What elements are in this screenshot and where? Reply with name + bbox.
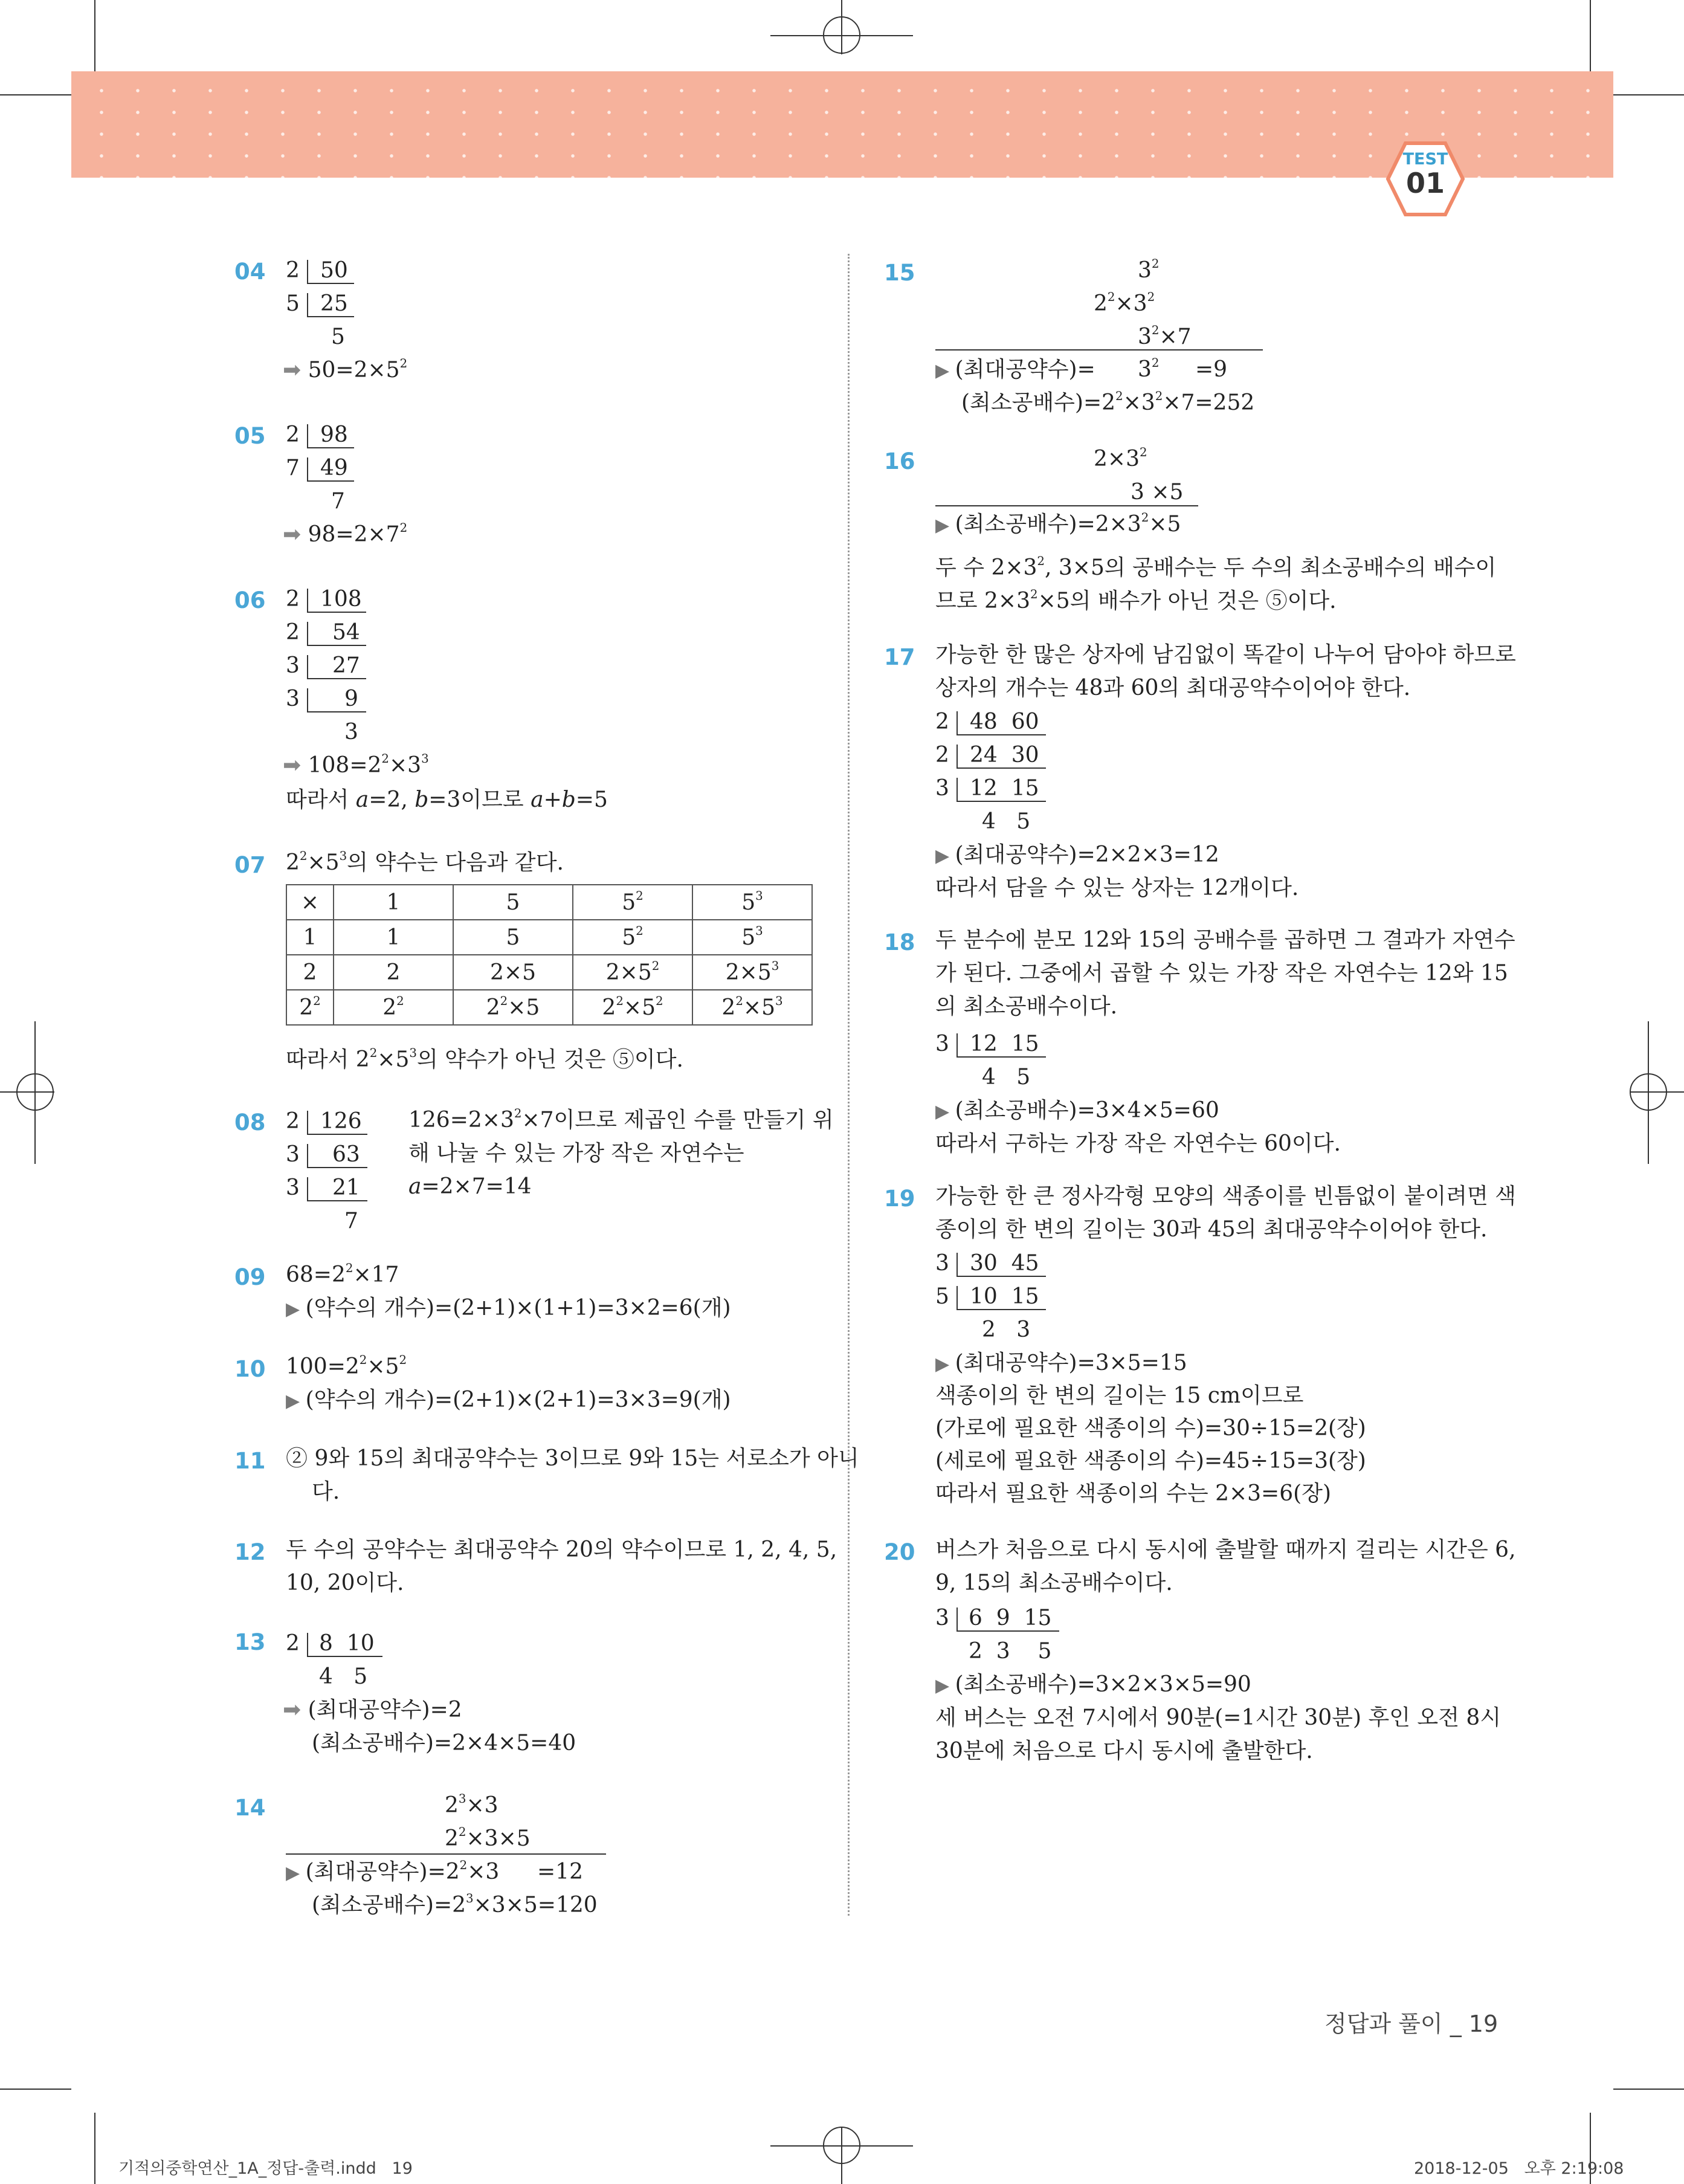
explanation-line: 다. (312, 1479, 340, 1504)
division-line (307, 480, 354, 482)
file-name: 기적의중학연산_1A_정답-출력.indd 19 (118, 2159, 413, 2178)
dividend: 98 (320, 422, 348, 447)
question-number: 06 (234, 587, 266, 613)
division-line (307, 316, 354, 317)
table-header-row (286, 885, 812, 920)
explanation-line: (최소공배수)=2×4×5=40 (312, 1731, 576, 1756)
divisor: 3 (286, 1175, 300, 1200)
divisor: 3 (935, 1032, 949, 1056)
explanation-line: 버스가 처음으로 다시 동시에 출발할 때까지 걸리는 시간은 6, (935, 1537, 1516, 1562)
division-bar (957, 1607, 958, 1632)
table-cell: $2\times 5^2$ (573, 955, 692, 990)
explanation-line: ▶ (최대공약수)$=2^2\times 3$ (286, 1858, 500, 1884)
factorization-result: ➡ $98=2\times 7^2$ (283, 521, 408, 547)
explanation-line: 따라서 필요한 색종이의 수는 2×3=6(장) (935, 1481, 1331, 1506)
explanation-line: 따라서 담을 수 있는 상자는 12개이다. (935, 876, 1299, 900)
explanation-line: 따라서 구하는 가장 작은 자연수는 60이다. (935, 1131, 1341, 1156)
table-cell: 1 (334, 885, 453, 920)
table-cell: 5 (453, 920, 573, 955)
registration-mark (16, 1073, 54, 1111)
explanation-line: 가 된다. 그중에서 곱할 수 있는 가장 작은 자연수는 12와 15 (935, 961, 1508, 986)
divisor: 2 (935, 743, 949, 767)
question-number: 13 (234, 1629, 266, 1655)
explanation-line: a=2×7=14 (408, 1174, 532, 1199)
table-cell: 2 (286, 955, 334, 990)
dividend: 12 15 (970, 1032, 1039, 1056)
factor-row: $3^2$ (1138, 257, 1160, 283)
explanation-line: =9 (1195, 357, 1228, 382)
division-bar (307, 622, 308, 646)
quotient: 2 3 5 (969, 1639, 1052, 1664)
divisor: 3 (935, 1251, 949, 1276)
quotient: 7 (331, 489, 345, 514)
division-line (957, 1630, 1059, 1632)
question-intro: $2^2\times 5^3$의 약수는 다음과 같다. (286, 849, 564, 875)
question-number: 10 (234, 1356, 266, 1382)
table-cell: 1 (286, 920, 334, 955)
explanation-line: ▶ (약수의 개수)=(2+1)×(2+1)=3×3=9(개) (286, 1388, 731, 1412)
table-cell: 5 (453, 885, 573, 920)
division-bar (307, 1111, 308, 1135)
sum-line (935, 349, 1263, 351)
question-number: 08 (234, 1110, 266, 1136)
sum-line (935, 505, 1198, 506)
dividend: 30 45 (970, 1251, 1039, 1276)
question-number: 12 (234, 1539, 266, 1565)
dividend: 54 (332, 620, 360, 645)
divisor: 2 (935, 709, 949, 734)
explanation-line: ▶ (최대공약수)=3×5=15 (935, 1351, 1187, 1375)
divisor: 2 (286, 620, 300, 645)
question-number: 15 (884, 260, 915, 286)
division-line (307, 645, 366, 646)
quotient: 7 (344, 1209, 358, 1233)
table-cell: 2×5 (453, 955, 573, 990)
question-number: 14 (234, 1795, 266, 1821)
dividend: 10 15 (970, 1284, 1039, 1309)
header-banner (71, 71, 1613, 178)
explanation-line: 두 분수에 분모 12와 15의 공배수를 곱하면 그 결과가 자연수 (935, 928, 1515, 952)
crop-mark (1613, 94, 1684, 95)
question-number: 20 (884, 1539, 915, 1565)
division-line (957, 1276, 1046, 1277)
division-line (957, 1309, 1046, 1310)
division-line (307, 283, 354, 284)
explanation-line: (가로에 필요한 색종이의 수)=30÷15=2(장) (935, 1416, 1366, 1441)
division-bar (307, 1144, 308, 1168)
divisor: 2 (286, 1109, 300, 1134)
crop-mark (0, 94, 71, 95)
explanation-line: 의 최소공배수이다. (935, 994, 1118, 1019)
registration-mark (823, 2127, 860, 2164)
division-line (957, 767, 1046, 769)
explanation-line: =12 (537, 1859, 583, 1884)
dividend: 27 (332, 653, 360, 678)
dividend: 8 10 (319, 1631, 375, 1656)
divisor: 3 (286, 687, 300, 711)
explanation-line: (세로에 필요한 색종이의 수)=45÷15=3(장) (935, 1449, 1366, 1473)
explanation-line: ▶ (약수의 개수)=(2+1)×(1+1)=3×2=6(개) (286, 1296, 731, 1320)
explanation-line: 종이의 한 변의 길이는 30과 45의 최대공약수이어야 한다. (935, 1217, 1488, 1242)
table-cell: $2^2\times 5^2$ (573, 990, 692, 1025)
question-number: 09 (234, 1264, 266, 1290)
explanation-line: 두 수 $2\times 3^2$, 3×5의 공배수는 두 수의 최소공배수의 배수이 (935, 554, 1497, 580)
explanation-line: 가능한 한 많은 상자에 남김없이 똑같이 나누어 담아야 하므로 (935, 642, 1516, 667)
division-line (307, 612, 366, 613)
explanation-line: $3^2$ (1138, 356, 1160, 382)
crop-mark (94, 0, 95, 71)
dividend: 12 15 (970, 776, 1039, 801)
table-cell: × (286, 885, 334, 920)
table-cell: $5^2$ (573, 885, 692, 920)
registration-mark (1630, 1073, 1667, 1111)
dividend: 108 (320, 587, 362, 612)
question-number: 19 (884, 1186, 915, 1212)
question-number: 16 (884, 448, 915, 474)
conclusion: 따라서 $2^2\times 5^3$의 약수가 아닌 것은 ⑤이다. (286, 1046, 683, 1072)
division-line (957, 801, 1046, 802)
table-cell: $2^2$ (286, 990, 334, 1025)
dividend: 50 (320, 258, 348, 283)
division-line (307, 1200, 367, 1201)
table-row (286, 990, 812, 1025)
dividend: 9 (344, 687, 358, 711)
explanation-line: 가능한 한 큰 정사각형 모양의 색종이를 빈틈없이 붙이려면 색 (935, 1184, 1516, 1209)
sum-line (286, 1853, 606, 1855)
divisor: 7 (286, 456, 300, 480)
quotient: 4 5 (319, 1664, 368, 1689)
explanation-line: 상자의 개수는 48과 60의 최대공약수이어야 한다. (935, 676, 1411, 700)
question-number: 04 (234, 259, 266, 285)
factor-row: $2^2\times 3\times 5$ (445, 1825, 531, 1851)
explanation-line: 므로 $2\times 3^2\times 5$의 배수가 아닌 것은 ⑤이다. (935, 587, 1337, 613)
division-bar (307, 589, 308, 613)
quotient: 4 5 (982, 1065, 1031, 1090)
crop-mark (1613, 2089, 1684, 2090)
test-badge-number: 01 (1405, 167, 1445, 199)
divisor: 5 (935, 1284, 949, 1309)
explanation-line: 해 나눌 수 있는 가장 작은 자연수는 (408, 1141, 744, 1166)
divisor: 2 (286, 587, 300, 612)
question-number: 17 (884, 644, 915, 670)
explanation-line: ▶ (최대공약수)=2×2×3=12 (935, 842, 1219, 867)
explanation-line: ▶ (최소공배수)=3×2×3×5=90 (935, 1672, 1251, 1697)
divisor: 5 (286, 291, 300, 316)
explanation-line: 9, 15의 최소공배수이다. (935, 1571, 1173, 1595)
registration-mark (823, 16, 860, 54)
dividend: 126 (320, 1109, 362, 1134)
explanation-line: $68=2^2\times 17$ (286, 1261, 399, 1287)
table-cell: $5^3$ (692, 920, 812, 955)
explanation-line: 두 수의 공약수는 최대공약수 20의 약수이므로 1, 2, 4, 5, (286, 1537, 837, 1562)
page-number-label: 정답과 풀이 _ 19 (1324, 2011, 1499, 2037)
division-bar (307, 655, 308, 679)
table-cell: $2^2\times 5^3$ (692, 990, 812, 1025)
dividend: 63 (332, 1142, 360, 1167)
factorization-result: ➡ $108=2^2\times 3^3$ (283, 752, 429, 778)
quotient: 2 3 (982, 1317, 1031, 1342)
explanation-line: $100=2^2\times 5^2$ (286, 1353, 407, 1379)
question-number: 07 (234, 852, 266, 878)
dividend: 25 (320, 291, 348, 316)
factor-row: 3 ×5 (1131, 480, 1184, 505)
crop-mark (0, 2089, 71, 2090)
explanation-line: ② 9와 15의 최대공약수는 3이므로 9와 15는 서로소가 아니 (286, 1446, 859, 1471)
print-date: 2018-12-05 오후 2:19:08 (1414, 2159, 1624, 2178)
division-bar (307, 1177, 308, 1201)
explanation-line: ➡ (최대공약수)=2 (283, 1698, 462, 1722)
divisor-table (286, 884, 813, 1026)
division-bar (307, 688, 308, 712)
table-row (286, 920, 812, 955)
explanation-line: ▶ (최소공배수)=3×4×5=60 (935, 1098, 1219, 1123)
dividend: 24 30 (970, 743, 1039, 767)
explanation-line: 30분에 처음으로 다시 동시에 출발한다. (935, 1739, 1313, 1763)
division-line (307, 678, 366, 679)
division-bar (307, 424, 308, 448)
division-bar (307, 457, 308, 482)
division-line (307, 1167, 367, 1168)
table-cell: 2 (334, 955, 453, 990)
dividend: 49 (320, 456, 348, 480)
question-number: 05 (234, 423, 266, 449)
table-cell: $2^2\times 5$ (453, 990, 573, 1025)
column-divider (848, 254, 850, 1916)
division-bar (307, 1633, 308, 1657)
division-line (307, 711, 366, 712)
division-bar (307, 260, 308, 284)
division-line (957, 734, 1046, 735)
table-cell: $2^2$ (334, 990, 453, 1025)
division-line (307, 447, 354, 448)
factor-row: $2^3\times 3$ (445, 1792, 498, 1818)
explanation-line: ▶ (최소공배수)$=2\times 3^2\times 5$ (935, 511, 1181, 537)
factor-row: $2^2\times 3^2$ (1094, 290, 1155, 316)
division-bar (957, 1286, 958, 1310)
table-cell: 1 (334, 920, 453, 955)
factor-row: $2\times 3^2$ (1094, 445, 1147, 471)
crop-mark (1590, 0, 1591, 71)
quotient: 5 (331, 325, 345, 349)
division-bar (307, 293, 308, 317)
test-badge-label: TEST (1402, 150, 1448, 169)
dividend: 6 9 15 (969, 1606, 1052, 1630)
explanation-line: (최소공배수)$=2^3\times 3\times 5=120$ (312, 1892, 598, 1917)
conclusion: 따라서 a=2, b=3이므로 a+b=5 (286, 787, 608, 812)
divisor: 3 (935, 1606, 949, 1630)
explanation-line: ▶ (최대공약수)= (935, 357, 1095, 382)
division-line (307, 1134, 367, 1135)
explanation-line: 색종이의 한 변의 길이는 15 cm이므로 (935, 1383, 1304, 1408)
divisor: 2 (286, 1631, 300, 1656)
question-number: 18 (884, 929, 915, 955)
dividend: 48 60 (970, 709, 1039, 734)
division-bar (957, 711, 958, 735)
table-cell: $5^3$ (692, 885, 812, 920)
factor-row: $3^2\times 7$ (1138, 323, 1192, 349)
division-line (957, 1056, 1046, 1058)
table-cell: $2\times 5^3$ (692, 955, 812, 990)
divisor: 2 (286, 258, 300, 283)
table-row (286, 955, 812, 990)
divisor: 2 (286, 422, 300, 447)
division-bar (957, 778, 958, 802)
division-bar (957, 1253, 958, 1277)
division-bar (957, 745, 958, 769)
divisor: 3 (935, 776, 949, 801)
explanation-line: (최소공배수)$=2^2\times 3^2\times 7=252$ (961, 389, 1255, 415)
division-line (307, 1656, 382, 1657)
quotient: 3 (344, 720, 358, 745)
division-bar (957, 1033, 958, 1058)
question-number: 11 (234, 1448, 266, 1474)
quotient: 4 5 (982, 809, 1031, 834)
crop-mark (94, 2113, 95, 2184)
explanation-line: 세 버스는 오전 7시에서 90분(=1시간 30분) 후인 오전 8시 (935, 1705, 1502, 1730)
divisor: 3 (286, 1142, 300, 1167)
explanation-line: 10, 20이다. (286, 1571, 404, 1595)
table-cell: $5^2$ (573, 920, 692, 955)
divisor: 3 (286, 653, 300, 678)
dividend: 21 (332, 1175, 360, 1200)
explanation-line: $126=2\times 3^2\times 7$이므로 제곱인 수를 만들기 위 (408, 1107, 834, 1132)
factorization-result: ➡ $50=2\times 5^2$ (283, 357, 408, 383)
